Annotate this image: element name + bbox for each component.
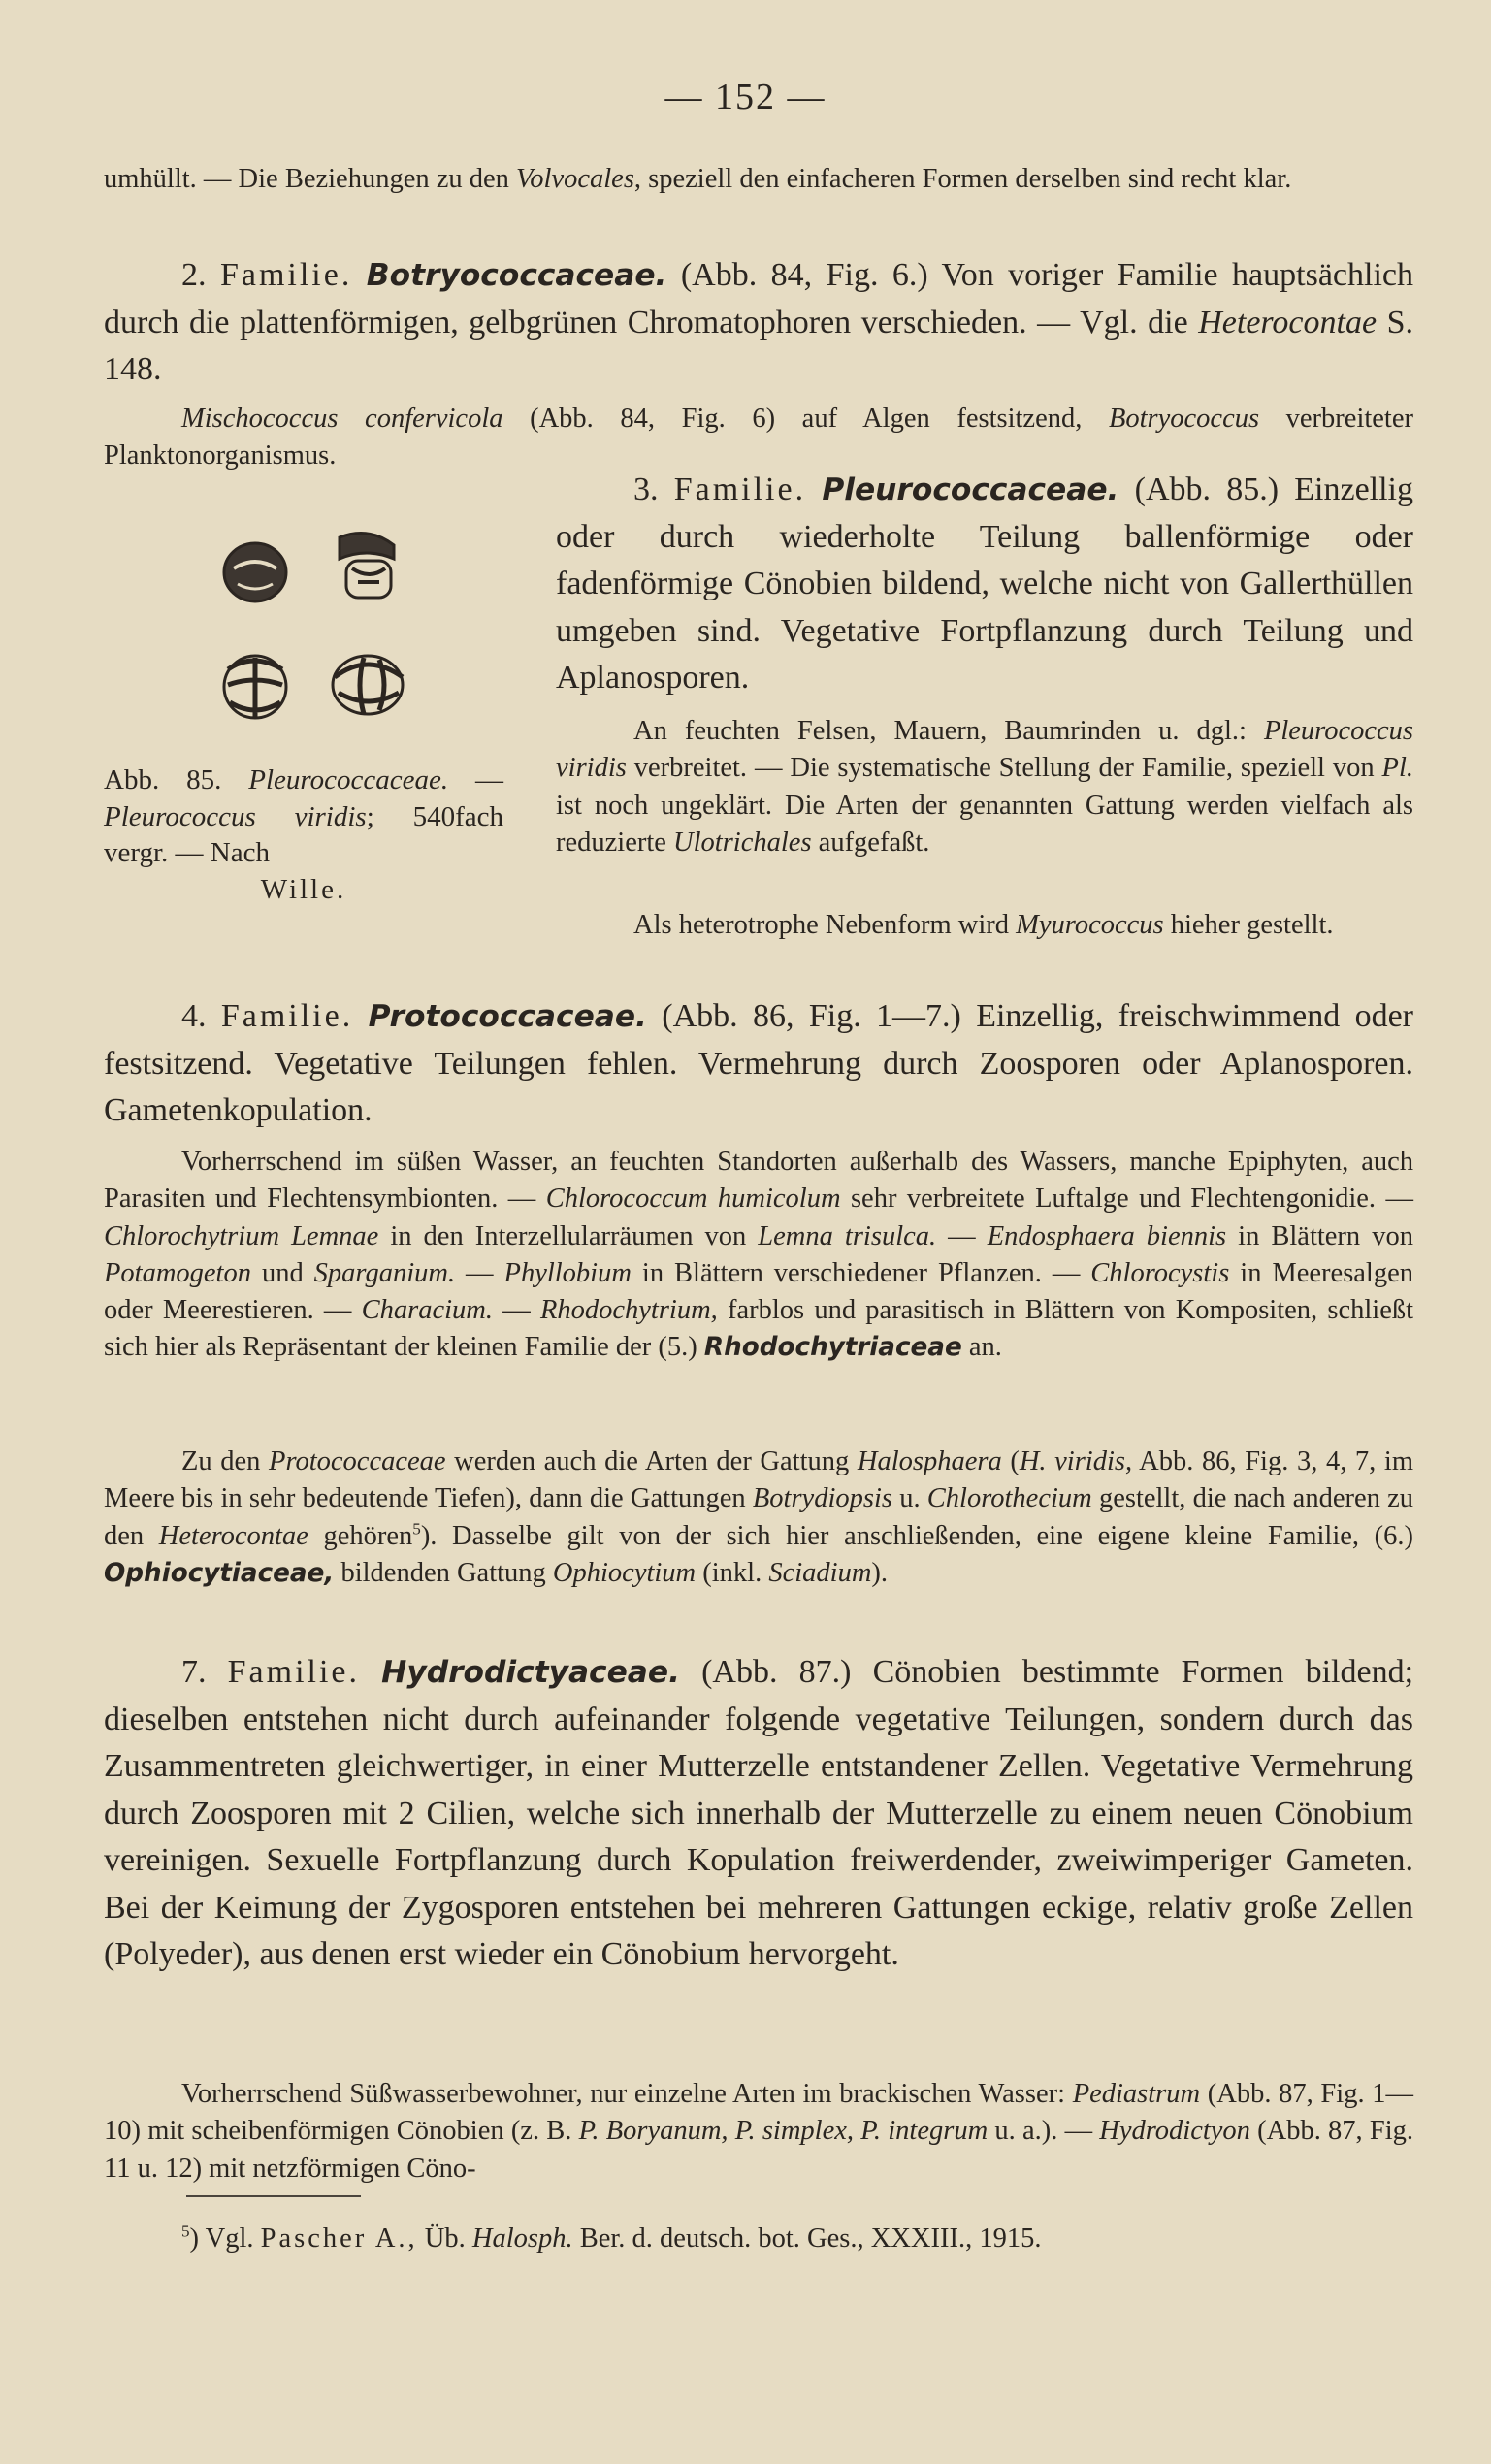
taxon-name: Chlorothecium — [926, 1483, 1092, 1514]
family-3-note — [556, 713, 1413, 861]
taxon-name: Potamogeton — [104, 1257, 251, 1288]
taxon-name: Pleurococcaceae. — [248, 764, 449, 795]
text: (Abb. 85.) Einzellig oder durch wiederholte Teilung ballenförmige oder fadenförmige Cönobien bildend, welche nicht von Gallerthüllen umgeben sind. Vegetative Fortpflanzung durch Teilung und Aplanosporen. — [556, 471, 1414, 696]
family-7-description — [104, 1649, 1413, 1979]
page-number: — 152 — — [664, 77, 827, 117]
family-label: Familie. — [227, 1654, 361, 1690]
family-4-note — [104, 1144, 1413, 1367]
text: Als heterotrophe Nebenform wird — [633, 910, 1017, 940]
text: bildenden Gattung — [334, 1557, 553, 1588]
text: in Meeresalgen oder Meerestieren. — — [104, 1257, 1414, 1326]
family-3-description — [556, 467, 1413, 702]
text: Vorherrschend Süßwasserbewohner, nur einzelne Arten im brackischen Wasser: — [181, 2079, 1073, 2109]
text: gehören — [308, 1520, 413, 1551]
text: (Abb. 86, Fig. 1—7.) Einzellig, freischwimmend oder festsitzend. Vegetative Teilungen fehlen. Vermehrung durch Zoosporen oder Aplanosporen. Gametenkopulation. — [104, 998, 1414, 1128]
text: Abb. 86, Fig. 3, 4, 7, im Meere bis in sehr bedeutende Tiefen), dann die Gattungen — [104, 1446, 1414, 1514]
text: in Blättern verschiedener Pflanzen. — — [631, 1257, 1091, 1288]
taxon-name: Heterocontae — [1198, 304, 1378, 340]
text: ist noch ungeklärt. Die Arten der genannten Gattung werden vielfach als reduzierte — [556, 790, 1413, 858]
text: Abb. 85. — [104, 764, 249, 795]
text: an. — [961, 1332, 1002, 1363]
text: sehr verbreitete Luftalge und Flechtengonidie. — — [840, 1183, 1413, 1215]
figure-85-pleurococcus-illustration — [199, 514, 422, 747]
text: ; 540fach vergr. — Nach — [104, 800, 503, 868]
taxon-name: Pediastrum — [1072, 2079, 1201, 2109]
taxon-name: Heterocontae — [158, 1520, 308, 1551]
taxon-name: Ophiocytium — [552, 1557, 697, 1588]
taxon-name: Botryococcus — [1108, 404, 1260, 434]
taxon-name: Halosphaera — [857, 1446, 1002, 1476]
taxon-name: Volvocales — [516, 164, 634, 194]
text: — — [448, 764, 503, 795]
taxon-name: Myurococcus — [1016, 910, 1164, 940]
taxon-name: Chlorochytrium Lemnae — [104, 1220, 379, 1251]
taxon-name: H. viridis, — [1019, 1446, 1133, 1476]
text: (Abb. 84, Fig. 6) auf Algen festsitzend, — [502, 404, 1109, 434]
text: S. 148. — [104, 304, 1413, 387]
footnote-rule — [186, 2195, 361, 2197]
family-label: Familie. — [220, 998, 354, 1034]
taxon-name: Sparganium. — [313, 1257, 456, 1288]
text: hieher gestellt. — [1163, 910, 1334, 940]
text: in den Interzellularräumen von — [378, 1220, 759, 1251]
footnote — [181, 2221, 1413, 2257]
text: An feuchten Felsen, Mauern, Baumrinden u. dgl.: — [633, 716, 1264, 746]
text: ( — [1001, 1446, 1020, 1476]
text: — — [493, 1295, 540, 1326]
text: — — [936, 1220, 988, 1251]
taxon-name: Pl. — [1381, 753, 1413, 784]
taxon-name: Pleurococcus viridis — [556, 716, 1413, 784]
text: und — [250, 1257, 314, 1288]
paragraph-volvocales — [104, 161, 1413, 198]
taxon-name: Phyllobium — [503, 1257, 632, 1288]
text: gestellt, die nach anderen zu den — [104, 1483, 1413, 1551]
text: farblos und parasitisch in Blättern von Kompositen, schließt sich hier als Repräsentant der kleinen Familie der (5.) — [104, 1295, 1414, 1363]
text: in Blättern von — [1226, 1220, 1413, 1251]
family-4-description — [104, 993, 1413, 1135]
taxon-name: Chlorococcum humicolum — [545, 1183, 841, 1215]
taxon-name: Characium. — [361, 1295, 494, 1326]
text: (Abb. 87.) Cönobien bestimmte Formen bildend; dieselben entstehen nicht durch aufeinander folgende vegetative Teilungen, sondern durch das Zusammentreten gleichwertiger, in einer Mutterzelle entstandener Zellen. Vegetative Vermehrung durch Zoosporen mit 2 Cilien, welche sich innerhalb der Mutterzelle zu einem neuen Cönobium vereinigen. Sexuelle Fortpflanzung durch Kopulation freiwerdender, zweiwimperiger Gameten. Bei der Keimung der Zygosporen entstehen bei mehreren Gattungen eckige, relativ große Zellen (Polyeder), aus denen erst wieder ein Cönobium hervorgeht. — [104, 1654, 1414, 1972]
family-2-description — [104, 252, 1413, 394]
family-2-note — [104, 401, 1413, 475]
taxon-name: Endosphaera biennis — [987, 1220, 1227, 1251]
text: (Abb. 84, Fig. 6.) Von voriger Familie hauptsächlich durch die plattenförmigen, gelbgrünen Chromatophoren verschieden. — Vgl. die — [104, 257, 1413, 340]
text: ) Vgl. — [189, 2223, 261, 2253]
footnote-number: 5 — [181, 2221, 190, 2241]
text: Ber. d. deutsch. bot. Ges., XXXIII., 1915. — [572, 2223, 1042, 2253]
taxon-name: Botrydiopsis — [752, 1483, 892, 1514]
taxon-name: Rhodochytrium, — [539, 1295, 718, 1326]
family-4-note-2 — [104, 1443, 1413, 1592]
family-label: Familie. — [219, 257, 353, 293]
text: verbreitet. — Die systematische Stellung der Familie, speziell von — [626, 753, 1382, 784]
family-label: Familie. — [673, 471, 807, 507]
taxon-name: Chlorocystis — [1090, 1257, 1230, 1288]
taxon-name: Protococcaceae — [269, 1446, 446, 1476]
text: umhüllt. — Die Beziehungen zu den — [104, 164, 517, 194]
taxon-name: Pleurococcus viridis — [104, 800, 367, 832]
family-name: Protococcaceae. — [368, 999, 647, 1034]
family-name: Hydrodictyaceae. — [381, 1655, 680, 1690]
footnote-ref: 5 — [412, 1519, 421, 1539]
family-name: Rhodochytriaceae — [703, 1333, 962, 1363]
family-number: 4. — [181, 998, 221, 1034]
text: Vorherrschend im süßen Wasser, an feuchten Standorten außerhalb des Wassers, manche Epiphyten, auch Parasiten und Flechtensymbionten. — — [104, 1147, 1413, 1215]
taxon-name: Ulotrichales — [673, 827, 812, 858]
figure-85-caption — [104, 762, 503, 908]
author-name: Pascher A., — [260, 2223, 418, 2253]
family-3-note-2 — [556, 907, 1413, 944]
family-name: Pleurococcaceae. — [822, 472, 1119, 507]
text: u. a.). — — [988, 2116, 1100, 2147]
text: ). — [871, 1557, 889, 1588]
taxon-name: Lemna trisulca. — [758, 1220, 937, 1251]
text: (Abb. 87, Fig. 11 u. 12) mit netzförmigen Cöno- — [104, 2116, 1414, 2184]
text: Üb. — [417, 2223, 472, 2253]
taxon-name: Halosph. — [471, 2223, 573, 2253]
text: Wille. — [260, 873, 347, 905]
text: ). Dasselbe gilt von der sich hier anschließenden, eine eigene kleine Familie, (6.) — [420, 1520, 1413, 1551]
text: — — [455, 1257, 504, 1288]
family-number: 3. — [633, 471, 674, 507]
family-7-note — [104, 2076, 1413, 2188]
taxon-name: P. Boryanum, P. simplex, P. integrum — [578, 2116, 989, 2147]
text: , speziell den einfacheren Formen derselben sind recht klar. — [633, 164, 1292, 194]
family-name: Ophiocytiaceae, — [104, 1558, 335, 1588]
text: verbreiteter Planktonorganismus. — [104, 404, 1413, 471]
text: werden auch die Arten der Gattung — [445, 1446, 858, 1476]
text: u. — [891, 1483, 927, 1514]
taxon-name: Sciadium — [768, 1557, 872, 1588]
text: Zu den — [181, 1446, 270, 1476]
taxon-name: Hydrodictyon — [1099, 2116, 1250, 2147]
text: (Abb. 87, Fig. 1—10) mit scheibenförmigen Cönobien (z. B. — [104, 2079, 1413, 2147]
text: (inkl. — [696, 1557, 769, 1588]
family-name: Botryococcaceae. — [366, 258, 667, 293]
family-number: 2. — [181, 257, 220, 293]
taxon-name: Mischococcus confervicola — [181, 404, 503, 434]
family-number: 7. — [181, 1654, 228, 1690]
text: aufgefaßt. — [811, 827, 930, 858]
